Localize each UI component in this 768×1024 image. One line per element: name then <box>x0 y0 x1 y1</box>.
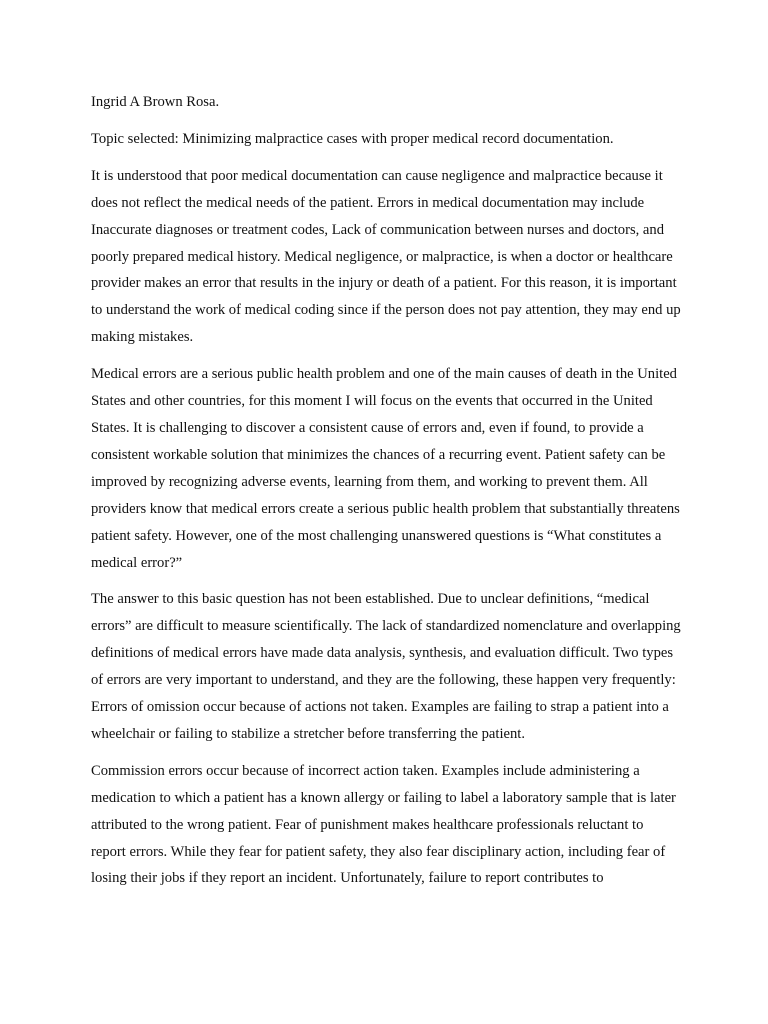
author-line: Ingrid A Brown Rosa. <box>91 94 220 110</box>
topic-line: Topic selected: Minimizing malpractice cases with proper medical record documentation. <box>91 130 614 147</box>
paragraph-1: It is understood that poor medical documentation can cause negligence and malpractice because it does not reflect the medical needs of the patient. Errors in medical documentation may include Inaccurate diagnoses or treatment codes, Lack of communication between nurses and doctors, and poorly prepared medical history. Medical negligence, or malpractice, is when a doctor or healthcare provider makes an error that results in the injury or death of a patient. For this reason, it is important to understand the work of medical coding since if the person does not pay attention, they may end up making mistakes. <box>91 167 681 346</box>
paragraph-2: Medical errors are a serious public health problem and one of the main causes of death in the United States and other countries, for this moment I will focus on the events that occurred in the United States. It is challenging to discover a consistent cause of errors and, even if found, to provide a consistent workable solution that minimizes the chances of a recurring event. Patient safety can be improved by recognizing adverse events, learning from them, and working to prevent them. All providers know that medical errors create a serious public health problem that substantially threatens patient safety. However, one of the most challenging unanswered questions is “What constitutes a medical error?” <box>91 366 680 571</box>
document-body <box>91 89 681 902</box>
paragraph-3: The answer to this basic question has not been established. Due to unclear definitions, “medical errors” are difficult to measure scientifically. The lack of standardized nomenclature and overlapping definitions of medical errors have made data analysis, synthesis, and evaluation difficult. Two types of errors are very important to understand, and they are the following, these happen very frequently: Errors of omission occur because of actions not taken. Examples are failing to strap a patient into a wheelchair or failing to stabilize a stretcher before transferring the patient. <box>91 591 681 742</box>
paragraph-4: Commission errors occur because of incorrect action taken. Examples include administering a medication to which a patient has a known allergy or failing to label a laboratory sample that is later attributed to the wrong patient. Fear of punishment makes healthcare professionals reluctant to report errors. While they fear for patient safety, they also fear disciplinary action, including fear of losing their jobs if they report an incident. Unfortunately, failure to report contributes to <box>91 762 676 887</box>
